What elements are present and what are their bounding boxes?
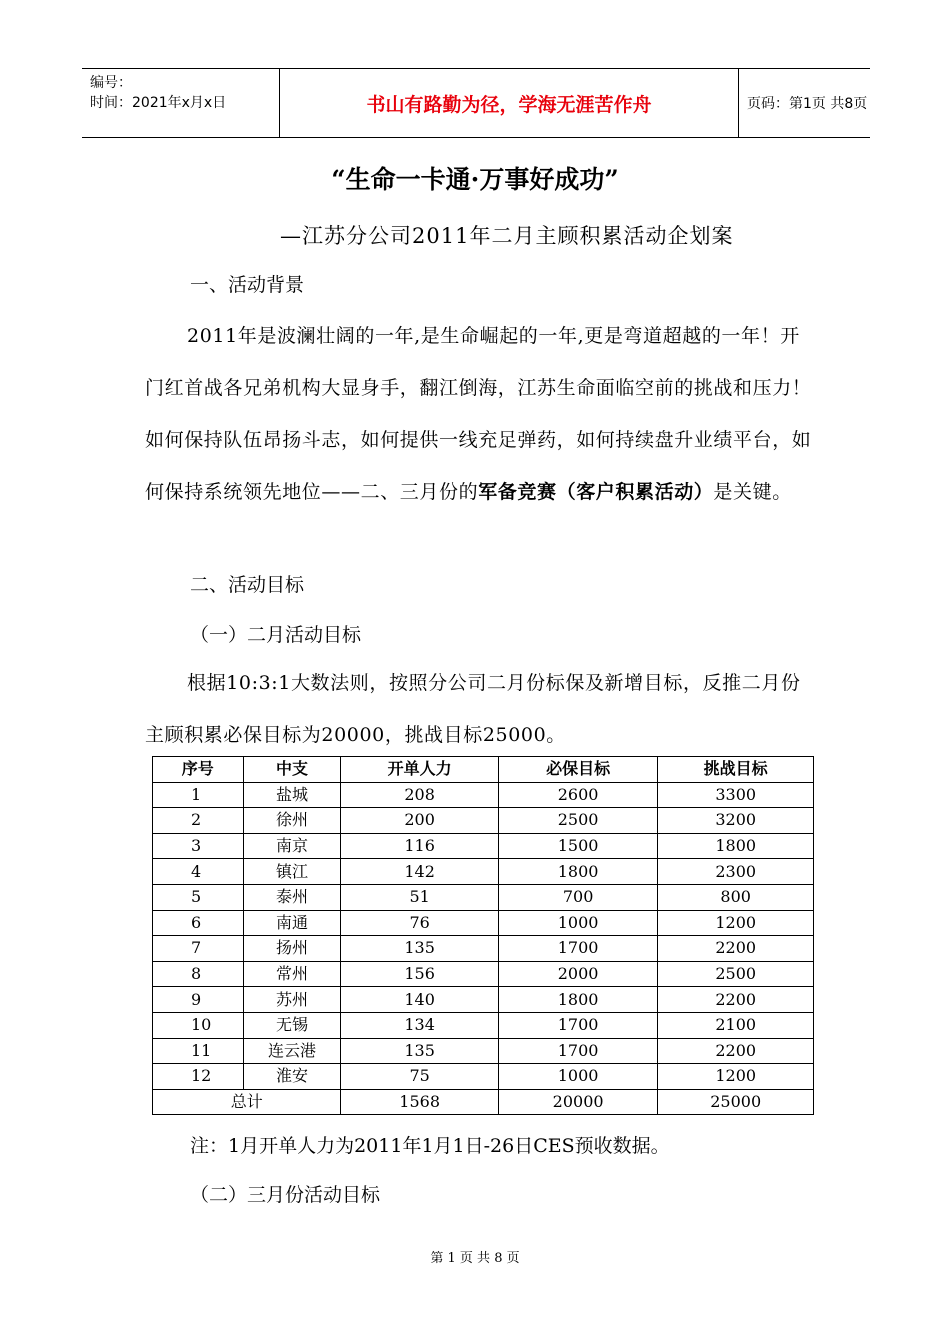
table-cell: 扬州 [243, 936, 341, 962]
table-cell: 700 [498, 884, 658, 910]
table-row [153, 859, 814, 885]
table-cell: 140 [341, 987, 498, 1013]
table-cell: 1700 [498, 936, 658, 962]
table-total-row [153, 1089, 814, 1115]
table-row [153, 808, 814, 834]
document-title: “生命一卡通·万事好成功” [331, 165, 619, 194]
table-cell: 2200 [658, 987, 814, 1013]
sub1-heading: （一）二月活动目标 [190, 624, 362, 646]
table-cell: 76 [341, 910, 498, 936]
table-cell: 南通 [243, 910, 341, 936]
table-cell: 12 [153, 1064, 244, 1090]
table-row [153, 1012, 814, 1038]
table-cell: 2200 [658, 936, 814, 962]
table-cell: 1 [153, 782, 244, 808]
table-cell: 4 [153, 859, 244, 885]
table-cell: 1500 [498, 833, 658, 859]
table-cell: 盐城 [243, 782, 341, 808]
column-header: 开单人力 [341, 757, 498, 783]
table-cell: 1700 [498, 1038, 658, 1064]
page-footer: 第 1 页 共 8 页 [430, 1251, 520, 1266]
column-header: 中支 [243, 757, 341, 783]
sub1-paragraph: 根据10:3:1大数法则，按照分公司二月份标保及新增目标，反推二月份主顾积累必保目标为20000，挑战目标25000。 [145, 672, 801, 746]
table-cell: 208 [341, 782, 498, 808]
table-cell: 常州 [243, 961, 341, 987]
table-cell: 1800 [658, 833, 814, 859]
table-cell: 8 [153, 961, 244, 987]
table-cell: 镇江 [243, 859, 341, 885]
total-label: 总计 [153, 1089, 341, 1115]
table-row [153, 1064, 814, 1090]
table-cell: 1800 [498, 859, 658, 885]
header-motto: 书山有路勤为径，学海无涯苦作舟 [280, 69, 739, 137]
total-cell: 1568 [341, 1089, 498, 1115]
column-header: 序号 [153, 757, 244, 783]
table-cell: 2600 [498, 782, 658, 808]
table-cell: 116 [341, 833, 498, 859]
table-cell: 3200 [658, 808, 814, 834]
table-cell: 连云港 [243, 1038, 341, 1064]
table-cell: 135 [341, 1038, 498, 1064]
table-row [153, 936, 814, 962]
table-cell: 134 [341, 1012, 498, 1038]
section1-paragraph [145, 310, 813, 518]
section2-heading: 二、活动目标 [190, 574, 305, 596]
table-cell: 75 [341, 1064, 498, 1090]
table-cell: 1800 [498, 987, 658, 1013]
table-cell: 1000 [498, 910, 658, 936]
table-cell: 51 [341, 884, 498, 910]
table-row [153, 884, 814, 910]
table-cell: 11 [153, 1038, 244, 1064]
table-row [153, 910, 814, 936]
column-header: 必保目标 [498, 757, 658, 783]
table-cell: 800 [658, 884, 814, 910]
table-cell: 2500 [658, 961, 814, 987]
table-cell: 200 [341, 808, 498, 834]
header-date-label: 时间：2021年x月x日 [90, 95, 227, 111]
section1-heading: 一、活动背景 [190, 274, 305, 296]
total-cell: 25000 [658, 1089, 814, 1115]
table-cell: 3300 [658, 782, 814, 808]
table-cell: 徐州 [243, 808, 341, 834]
table-cell: 南京 [243, 833, 341, 859]
table-row [153, 833, 814, 859]
table-cell: 9 [153, 987, 244, 1013]
section1-text-bold: 军备竞赛（客户积累活动） [478, 481, 714, 503]
targets-table [152, 756, 814, 1115]
table-cell: 142 [341, 859, 498, 885]
table-cell: 2000 [498, 961, 658, 987]
table-cell: 2200 [658, 1038, 814, 1064]
table-cell: 2 [153, 808, 244, 834]
table-cell: 1200 [658, 910, 814, 936]
table-cell: 3 [153, 833, 244, 859]
header-number-label: 编号： [90, 75, 132, 91]
page-header [82, 68, 870, 138]
table-cell: 苏州 [243, 987, 341, 1013]
table-cell: 7 [153, 936, 244, 962]
table-cell: 2500 [498, 808, 658, 834]
header-page-info: 页码：第1页 共8页 [747, 96, 868, 112]
table-cell: 1700 [498, 1012, 658, 1038]
table-cell: 2100 [658, 1012, 814, 1038]
section1-text-part2: 是关键。 [713, 481, 792, 503]
table-cell: 156 [341, 961, 498, 987]
table-cell: 淮安 [243, 1064, 341, 1090]
document-subtitle: —江苏分公司2011年二月主顾积累活动企划案 [280, 224, 734, 248]
table-header-row [153, 757, 814, 783]
table-cell: 1000 [498, 1064, 658, 1090]
header-meta [82, 69, 280, 137]
column-header: 挑战目标 [658, 757, 814, 783]
table-row [153, 782, 814, 808]
table-cell: 1200 [658, 1064, 814, 1090]
table-cell: 2300 [658, 859, 814, 885]
table-cell: 6 [153, 910, 244, 936]
table-cell: 5 [153, 884, 244, 910]
section1-text-part1: 2011年是波澜壮阔的一年,是生命崛起的一年,更是弯道超越的一年！开门红首战各兄弟机构大显身手，翻江倒海，江苏生命面临空前的挑战和压力！如何保持队伍昂扬斗志，如何提供一线充足弹药，如何持续盘升业绩平台，如何保持系统领先地位——二、三月份的 [145, 325, 812, 503]
table-cell: 135 [341, 936, 498, 962]
table-cell: 泰州 [243, 884, 341, 910]
table-row [153, 1038, 814, 1064]
table-cell: 无锡 [243, 1012, 341, 1038]
total-cell: 20000 [498, 1089, 658, 1115]
sub2-heading: （二）三月份活动目标 [190, 1184, 381, 1206]
table-note: 注：1月开单人力为2011年1月1日-26日CES预收数据。 [190, 1135, 670, 1157]
table-row [153, 961, 814, 987]
table-cell: 10 [153, 1012, 244, 1038]
table-row [153, 987, 814, 1013]
